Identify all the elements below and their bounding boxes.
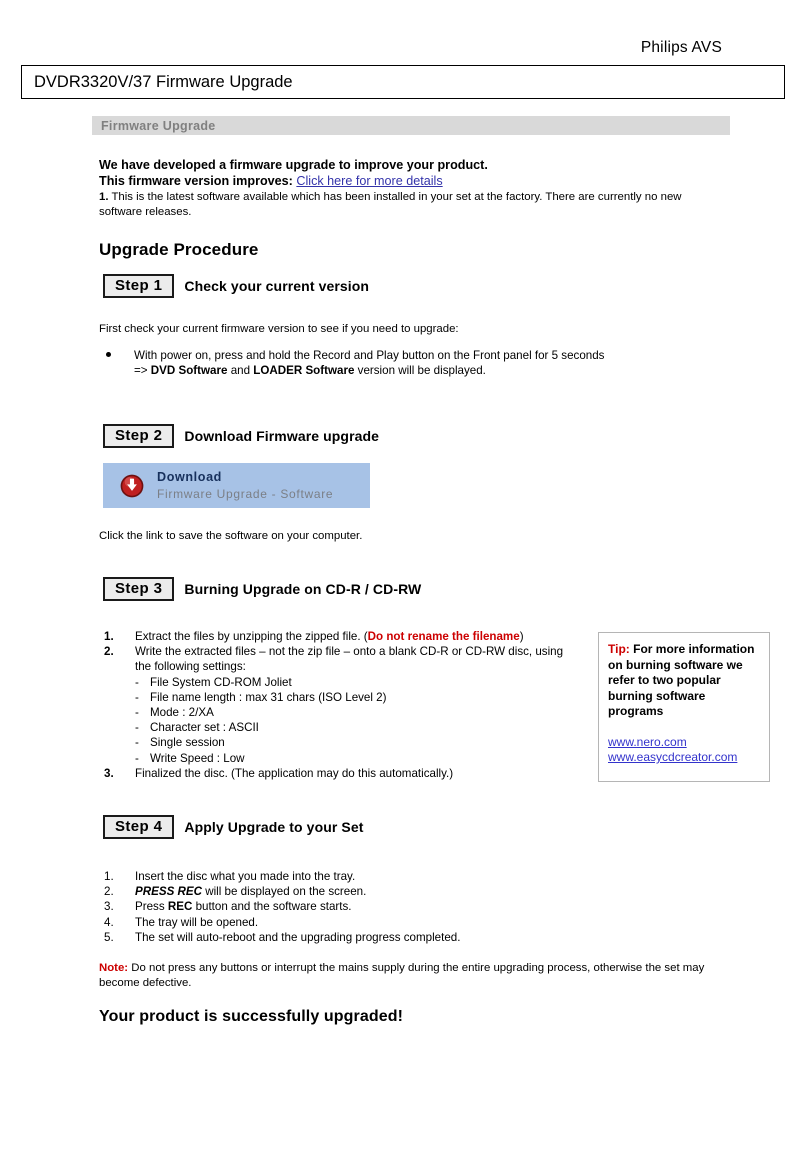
step-1-bullet-arrow: => <box>134 364 148 377</box>
step-4-list <box>99 869 659 945</box>
step-1-bullet-line-1: With power on, press and hold the Record and Play button on the Front panel for 5 seconds <box>134 349 605 362</box>
step-2-header <box>103 424 379 448</box>
intro-line-2 <box>99 173 719 189</box>
step-4-item-5-text: The set will auto-reboot and the upgrading progress completed. <box>135 930 461 944</box>
step-3-item-2-text: Write the extracted files – not the zip file – onto a blank CD-R or CD-RW disc, using the following settings: <box>135 645 564 674</box>
setting-value: Write Speed : Low <box>150 751 245 765</box>
step-4-item-3-number: 3. <box>104 900 114 914</box>
list-item <box>99 705 579 720</box>
closing-statement: Your product is successfully upgraded! <box>99 1008 404 1025</box>
step-4-item-4-number: 4. <box>104 915 114 929</box>
step-4-title: Apply Upgrade to your Set <box>184 819 364 835</box>
download-circle-arrow-icon <box>119 473 145 499</box>
dash-icon: - <box>135 751 139 765</box>
step-3-title: Burning Upgrade on CD-R / CD-RW <box>184 581 422 597</box>
dash-icon: - <box>135 721 139 735</box>
step-3-item-3-number: 3. <box>104 766 114 780</box>
download-banner-subtitle: Firmware Upgrade - Software <box>157 486 334 501</box>
easycdcreator-link[interactable]: www.easycdcreator.com <box>608 750 738 764</box>
step-3-header <box>103 577 421 601</box>
setting-value: Character set : ASCII <box>150 721 259 735</box>
intro-note-text: This is the latest software available which has been installed in your set at the factory. There are currently no new software releases. <box>99 191 682 218</box>
step-3-item-1-text: Extract the files by unzipping the zipped file. ( <box>135 630 368 643</box>
step-4-badge: Step 4 <box>103 815 174 839</box>
page-title: DVDR3320V/37 Firmware Upgrade <box>34 72 293 91</box>
download-firmware-button[interactable] <box>103 463 370 508</box>
step-4-item-5-number: 5. <box>104 930 114 944</box>
list-item <box>99 348 719 378</box>
list-item <box>99 690 579 705</box>
brand-label: Philips AVS <box>640 39 722 56</box>
intro-line-1: We have developed a firmware upgrade to improve your product. <box>99 158 488 172</box>
dash-icon: - <box>135 675 139 689</box>
list-item <box>99 629 579 644</box>
note-text: Do not press any buttons or interrupt the mains supply during the entire upgrading process, otherwise the set may become defective. <box>99 962 705 989</box>
step-1-bold-loader: LOADER Software <box>253 364 355 377</box>
list-item <box>99 766 579 781</box>
intro-block <box>99 157 719 220</box>
tip-links <box>608 735 761 766</box>
list-item <box>99 915 659 930</box>
step-3-item-3-text: Finalized the disc. (The application may do this automatically.) <box>135 766 454 780</box>
setting-value: File System CD-ROM Joliet <box>150 675 292 689</box>
step-3-item-2-number: 2. <box>104 645 114 659</box>
setting-value: Mode : 2/XA <box>150 706 214 720</box>
download-banner-title: Download <box>157 470 222 485</box>
document-title-box <box>21 65 785 99</box>
step-2-badge: Step 2 <box>103 424 174 448</box>
step-4-header <box>103 815 364 839</box>
note-label: Note: <box>99 962 129 974</box>
list-item <box>99 720 579 735</box>
list-item <box>99 644 579 674</box>
list-item <box>99 884 659 899</box>
list-item <box>99 751 579 766</box>
step-1-header <box>103 274 369 298</box>
step-2-caption: Click the link to save the software on your computer. <box>99 530 363 542</box>
step-4-body <box>99 869 659 945</box>
note-paragraph <box>99 961 711 991</box>
step-3-settings-list <box>99 675 579 766</box>
list-item <box>99 930 659 945</box>
step-3-item-1-number: 1. <box>104 630 114 643</box>
step-3-body <box>99 629 579 781</box>
step-4-item-1-number: 1. <box>104 870 114 883</box>
step-4-item-3-pre: Press <box>135 900 168 914</box>
step-4-item-3-text: button and the software starts. <box>192 900 352 914</box>
step-1-bold-dvd: DVD Software <box>150 364 228 377</box>
step-1-title: Check your current version <box>184 278 370 294</box>
list-item <box>99 869 659 884</box>
intro-line-2-prefix: This firmware version improves: <box>99 174 293 188</box>
step-4-item-4-text: The tray will be opened. <box>135 915 259 929</box>
section-header-bar <box>92 116 730 135</box>
setting-value: Single session <box>150 736 225 750</box>
step-1-bullet-list <box>99 348 719 378</box>
step-4-item-2-number: 2. <box>104 885 114 899</box>
step-4-item-1-text: Insert the disc what you made into the tray. <box>135 870 356 883</box>
tip-paragraph <box>608 642 761 720</box>
intro-note-number: 1. <box>99 191 109 203</box>
list-item <box>99 899 659 914</box>
step-3-item-1-tail: ) <box>519 630 524 643</box>
step-1-body <box>99 322 719 378</box>
tip-text: For more information on burning software we refer to two popular burning software programs <box>608 642 755 718</box>
step-4-item-3-bold: REC <box>167 900 193 914</box>
download-banner-text <box>157 471 333 500</box>
step-3-item-1-warning: Do not rename the filename <box>367 630 520 643</box>
section-header-label: Firmware Upgrade <box>101 118 216 133</box>
nero-link[interactable]: www.nero.com <box>608 734 687 749</box>
step-1-intro: First check your current firmware version to see if you need to upgrade: <box>99 323 459 335</box>
list-item <box>99 675 579 690</box>
step-4-item-2-emphasis: PRESS REC <box>135 885 203 899</box>
step-4-item-2-text: will be displayed on the screen. <box>202 885 367 899</box>
step-2-title: Download Firmware upgrade <box>184 428 380 444</box>
tip-box <box>598 632 770 782</box>
step-3-list-end <box>99 766 579 781</box>
step-1-bullet-tail: version will be displayed. <box>357 364 486 377</box>
dash-icon: - <box>135 690 139 704</box>
more-details-link[interactable]: Click here for more details <box>296 174 443 188</box>
dash-icon: - <box>135 706 139 720</box>
step-1-badge: Step 1 <box>103 274 174 298</box>
list-item <box>99 735 579 750</box>
tip-label: Tip: <box>608 642 630 656</box>
upgrade-procedure-heading: Upgrade Procedure <box>99 240 259 259</box>
bullet-dot-icon <box>106 352 111 357</box>
dash-icon: - <box>135 736 139 750</box>
setting-value: File name length : max 31 chars (ISO Level 2) <box>150 690 387 704</box>
step-1-bullet-mid: and <box>230 364 251 377</box>
step-3-badge: Step 3 <box>103 577 174 601</box>
intro-note <box>99 190 719 220</box>
step-3-list <box>99 629 579 675</box>
